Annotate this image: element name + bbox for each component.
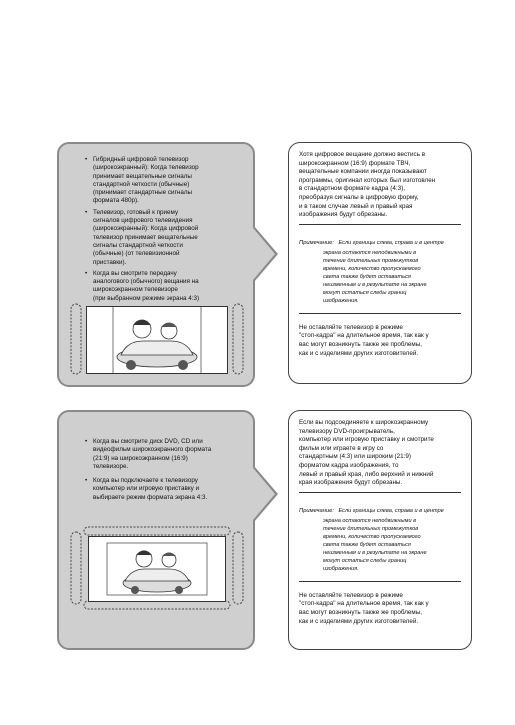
section1-note-first-line: Если границы слева, справа и в центре	[338, 239, 444, 246]
section2-text-panel	[288, 410, 472, 650]
section1-right-bar-icon	[231, 302, 245, 376]
section2-bullet-2: • Когда вы подключаете к телевизору компьютер или игровую приставку и выбираете режим формата экрана 4:3.	[93, 477, 253, 502]
section1-warning: Не оставляйте телевизор в режиме "стоп-кадра" на длительное время, так как у вас могут возникнуть также же проблемы, как и с изделиями других изготовителей.	[299, 323, 429, 357]
section2-note	[299, 499, 461, 573]
section1-left-bar-icon	[69, 302, 83, 376]
section2-bullet-1: • Когда вы смотрите диск DVD, CD или видеофильм широкоэкранного формата (21:9) на широкоэкранном (16:9) телевизоре.	[93, 438, 253, 471]
section1-arrow	[253, 228, 275, 280]
section1-text-panel	[288, 142, 472, 384]
section1-divider-top	[299, 224, 461, 225]
section2-warning: Не оставляйте телевизор в режиме "стоп-кадра" на длительное время, так как у вас могут возникнуть также же проблемы, как и с изделиями других изготовителей.	[299, 591, 429, 625]
section2-bullet-list	[83, 438, 253, 505]
section2-note-text: экрана остаются неподвижными в течение длительных промежутков времени, количество пропускаемого света также будет оставаться неизменным и в результате на экране могут остаться следы границ изображения.	[323, 517, 427, 572]
section2-right-bar-icon	[231, 530, 245, 606]
section1-tv-screen	[86, 306, 228, 374]
section2-tv-illustration	[69, 526, 245, 610]
section2-description: Если вы подсоединяете к широкоэкранному телевизору DVD-проигрыватель, компьютер или игровую приставку и смотрите фильм или играете в игру со стандартным (4:3) или широким (21:9) форматом кадра изображения, то левый и правый края, либо верхний и нижний края изображения будут обрезаны.	[299, 419, 434, 487]
section1-bullet-2: • Телевизор, готовый к приему сигналов цифрового телевидения (широкоэкранный): Когда цифровой телевизор принимает вещательные сигналы стандартной четкости (обычные) (от телевизионной приставки).	[93, 209, 253, 267]
section2-divider-top	[299, 492, 461, 493]
section1-bullet-3: • Когда вы смотрите передачу аналогового (обычного) вещания на широкоэкранном телевизоре (при выбранном режиме экрана 4:3)	[93, 270, 253, 303]
section1-note-text: экрана остаются неподвижными в течение длительных промежутков времени, количество пропускаемого света также будет оставаться неизменным и в результате на экране могут остаться следы границ изображения.	[323, 249, 427, 304]
section2-left-bar-icon	[69, 530, 83, 606]
section2-top-bar-icon	[82, 526, 232, 536]
section1-tv-illustration	[69, 302, 245, 376]
section2-tv-screen	[88, 536, 226, 602]
cartoon-car-icon	[87, 307, 227, 373]
section1-bullet-list	[83, 156, 253, 306]
section2-divider-bottom	[299, 581, 461, 582]
cartoon-car-icon	[89, 537, 225, 601]
section1-note	[299, 231, 461, 305]
section2-note-first-line: Если границы слева, справа и в центре	[338, 507, 444, 514]
section2-arrow	[253, 468, 275, 520]
section1-bullet-1: • Гибридный цифровой телевизор (широкоэкранный): Когда телевизор принимает вещательные сигналы стандартной четкости (обычные) (принимает стандартные сигналы формата 480р).	[93, 156, 253, 206]
section2-gray-panel	[57, 410, 255, 650]
section2-note-label: Примечание:	[299, 507, 334, 514]
section1-gray-panel	[57, 142, 255, 387]
section1-note-label: Примечание:	[299, 239, 334, 246]
section1-description: Хотя цифровое вещание должно вестись в широкоэкранном (16:9) формате ТВЧ, вещательные компании иногда показывают программы, оригинал которых был изготовлен в стандартном формате кадра (4:3), преобразуя сигналы в цифровую форму, и в таком случае левый и правый края изображения будут обрезаны.	[299, 151, 436, 219]
section1-divider-bottom	[299, 313, 461, 314]
